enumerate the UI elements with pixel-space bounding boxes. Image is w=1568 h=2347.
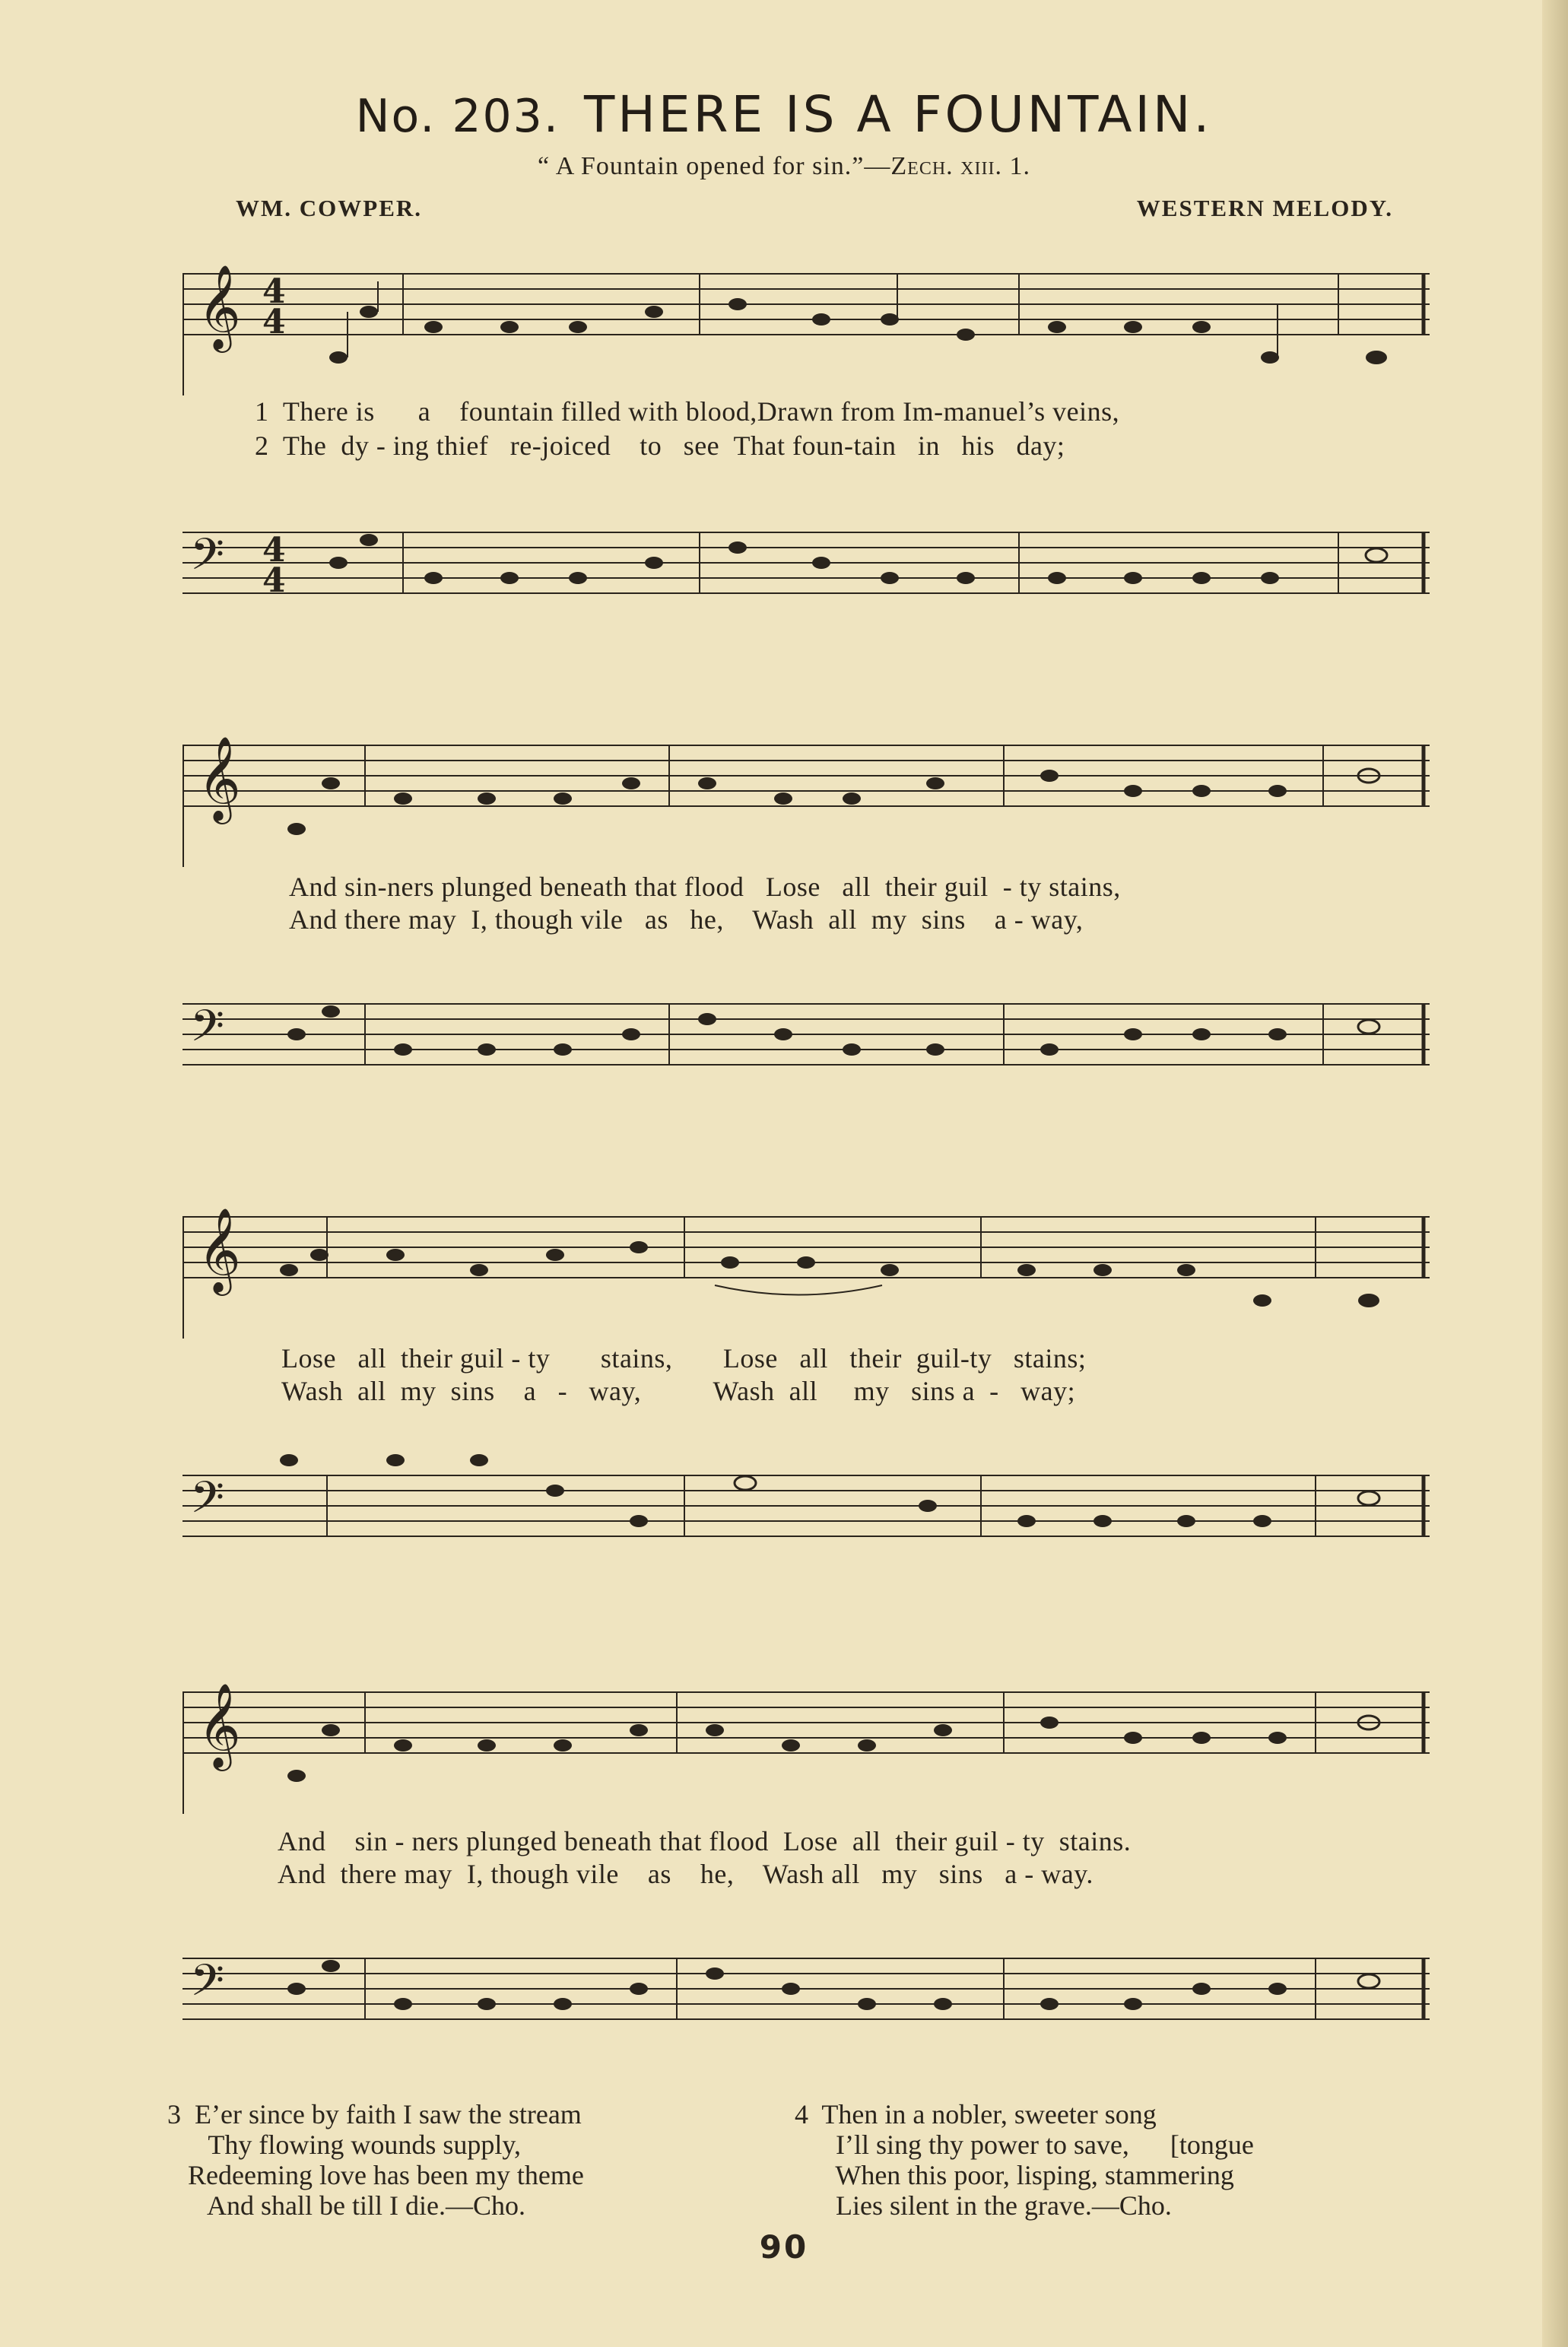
lyric-line-4-2: And there may I, though vile as he, Wash all my sins a - way. (278, 1859, 1093, 1889)
verse-4 (795, 2099, 1254, 2221)
verse-3-line-4: And shall be till I die.—Cho. (167, 2190, 525, 2221)
lyric-line-1-2: 2 The dy - ing thief re-joiced to see That foun-tain in his day; (255, 430, 1065, 461)
epigraph-reference: Zech. xiii. 1. (890, 152, 1030, 180)
treble-staff-1 (183, 259, 1430, 395)
svg-text:4: 4 (262, 531, 286, 570)
page-edge (1542, 0, 1568, 2347)
bass-staff-1 (183, 479, 1430, 646)
lyric-line-3-2: Wash all my sins a - way, Wash all my sins a - way; (281, 1376, 1076, 1406)
svg-text:𝄢: 𝄢 (190, 529, 225, 591)
verse-3-line-3: Redeeming love has been my theme (167, 2160, 584, 2190)
verse-3-line-2: Thy flowing wounds supply, (167, 2129, 522, 2160)
treble-staff-4 (183, 1677, 1430, 1814)
bass-staff-3 (183, 1422, 1430, 1574)
lyric-line-1-1: 1 There is a fountain filled with blood,Drawn from Im-manuel’s veins, (255, 396, 1120, 427)
svg-text:4: 4 (262, 272, 286, 311)
music-system-2 (183, 730, 1430, 1110)
verse-4-line-3: When this poor, lisping, stammering (795, 2160, 1234, 2190)
lyric-line-4-1: And sin - ners plunged beneath that flood Lose all their guil - ty stains. (278, 1826, 1132, 1856)
hymn-title-text: THERE IS A FOUNTAIN. (583, 85, 1213, 144)
svg-text:𝄢: 𝄢 (190, 1472, 225, 1534)
author-credit: WM. COWPER. (236, 195, 423, 221)
svg-text:𝄞: 𝄞 (198, 1682, 241, 1767)
treble-staff-2 (183, 730, 1430, 867)
lyric-line-2-2: And there may I, though vile as he, Wash all my sins a - way, (289, 904, 1084, 935)
svg-text:𝄞: 𝄞 (198, 1207, 241, 1292)
epigraph-text: “ A Fountain opened for sin.”— (538, 152, 891, 180)
music-system-4 (183, 1677, 1430, 2057)
svg-text:4: 4 (262, 303, 286, 341)
svg-text:𝄢: 𝄢 (190, 1955, 225, 2017)
page-number: 90 (759, 2228, 809, 2266)
verse-3 (167, 2099, 584, 2221)
verse-4-line-4: Lies silent in the grave.—Cho. (795, 2190, 1172, 2221)
hymn-title (0, 85, 1568, 144)
verse-4-line-1: 4 Then in a nobler, sweeter song (795, 2099, 1157, 2129)
hymn-number: No. 203. (355, 90, 560, 143)
svg-text:𝄢: 𝄢 (190, 1000, 225, 1062)
music-system-3 (183, 1202, 1430, 1582)
epigraph (0, 152, 1568, 181)
lyric-line-2-1: And sin-ners plunged beneath that flood Lose all their guil - ty stains, (289, 872, 1121, 902)
music-system-1 (183, 259, 1430, 654)
bass-staff-2 (183, 951, 1430, 1103)
svg-text:4: 4 (262, 561, 286, 600)
svg-text:𝄞: 𝄞 (198, 264, 241, 349)
composer-credit: WESTERN MELODY. (1136, 195, 1393, 221)
verse-3-line-1: 3 E’er since by faith I saw the stream (167, 2099, 582, 2129)
svg-text:𝄞: 𝄞 (198, 735, 241, 821)
bass-staff-4 (183, 1905, 1430, 2057)
lyric-line-3-1: Lose all their guil - ty stains, Lose all their guil-ty stains; (281, 1343, 1087, 1374)
treble-staff-3 (183, 1202, 1430, 1339)
verse-4-line-2: I’ll sing thy power to save, [tongue (795, 2129, 1254, 2160)
